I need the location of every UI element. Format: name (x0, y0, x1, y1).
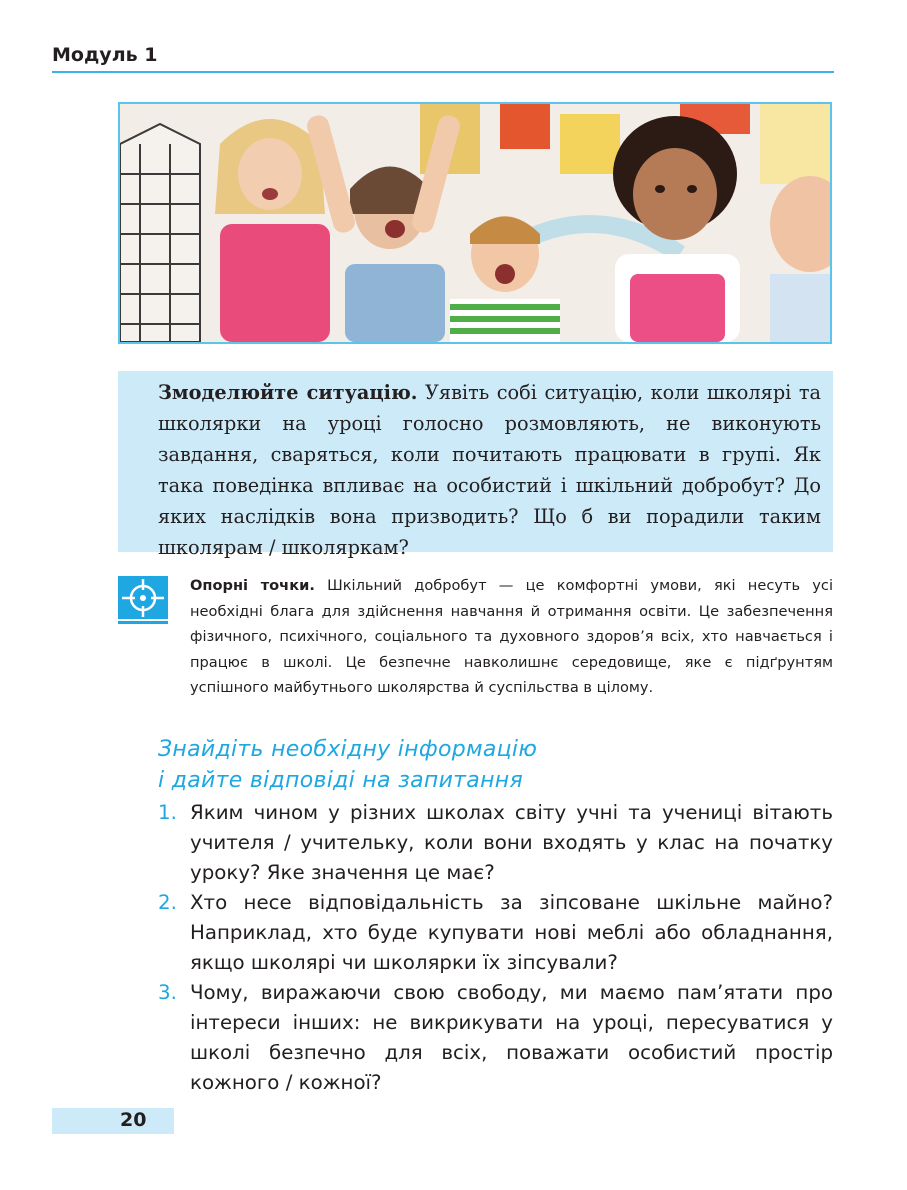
target-icon (118, 576, 168, 624)
task-box (118, 371, 833, 559)
question-text: Яким чином у різних школах світу учні та учениці вітають учителя / учительку, коли вони входять у клас на початку уроку? Яке значення це має? (190, 801, 833, 884)
section-title-line2: і дайте відповіді на запитання (158, 768, 523, 793)
task-body: Уявіть собі ситуацію, коли школярі та школярки на уроці голосно розмовляють, не виконують завдання, сваряться, коли почитають працювати в групі. Як така поведінка впливає на особистий і шкільний добробут? До яких наслідків вона призводить? Що б ви порадили таким школярам / школяркам? (158, 381, 821, 559)
task-text (158, 377, 821, 563)
module-title: Модуль 1 (52, 44, 158, 66)
question-number: 2. (158, 891, 177, 914)
question-number: 1. (158, 801, 177, 824)
key-points-body: Шкільний добробут — це комфортні умови, які несуть усі необхідні блага для здійснення навчання й отримання освіти. Це забезпечення фізичного, психічного, соціального та духовного здоров’я всіх, хто навчається і працює в школі. Це безпечне навколишнє середовище, яке є підґрунтям успішного майбутнього школярства й суспільства в цілому. (190, 577, 834, 697)
questions-list (158, 798, 833, 1098)
key-points-lead: Опорні точки. (190, 577, 315, 594)
question-item (158, 798, 833, 888)
page-number-band (52, 1108, 174, 1134)
question-item (158, 888, 833, 978)
question-text: Хто несе відповідальність за зіпсоване шкільне майно? Наприклад, хто буде купувати нові меблі або обладнання, якщо школярі чи школярки їх зіпсували? (190, 891, 833, 974)
section-title (158, 734, 537, 796)
question-item (158, 978, 833, 1098)
section-title-line1: Знайдіть необхідну інформацію (158, 737, 538, 762)
header-divider (52, 71, 834, 73)
question-number: 3. (158, 981, 177, 1004)
children-photo (118, 102, 832, 344)
question-text: Чому, виражаючи свою свободу, ми маємо пам’ятати про інтереси інших: не викрикувати на уроці, пересуватися у школі безпечно для всіх, поважати особистий простір кожного / кожної? (190, 981, 833, 1094)
page-number: 20 (120, 1109, 147, 1131)
task-lead: Змоделюйте ситуацію. (158, 381, 418, 404)
key-points (190, 573, 833, 701)
